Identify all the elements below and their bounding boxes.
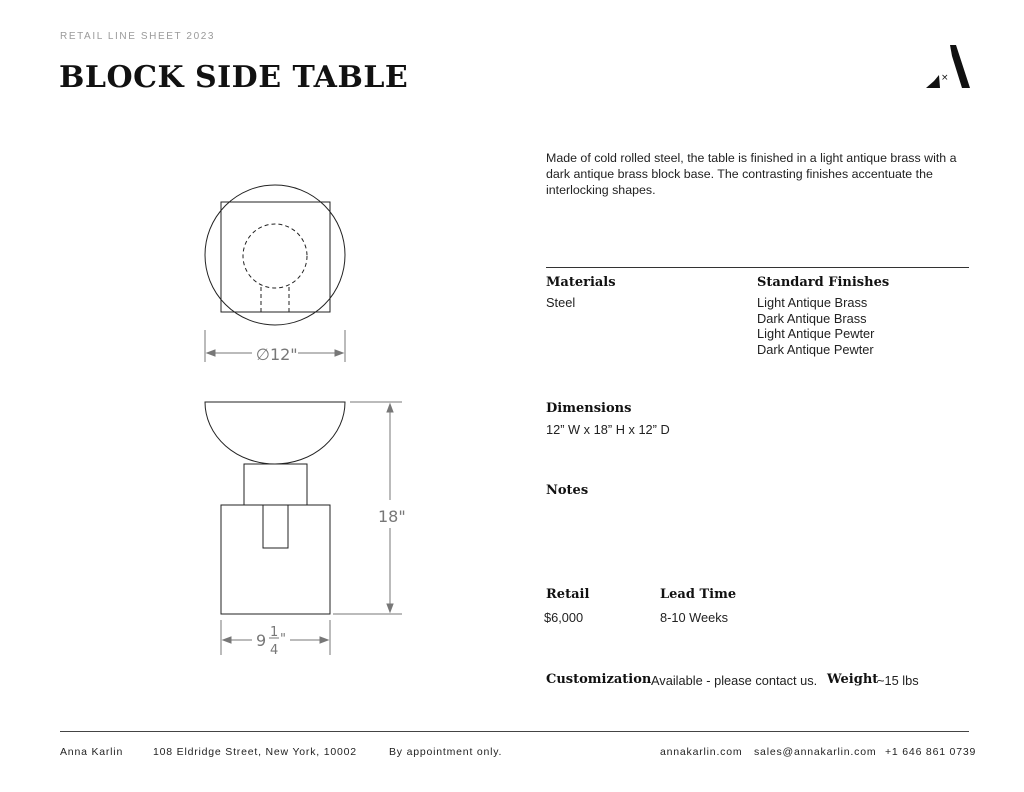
svg-text:×: × [941,73,949,83]
retail-label: Retail [546,587,590,602]
finish-item: Dark Antique Brass [757,310,867,326]
side-view [205,402,345,614]
footer-phone[interactable]: +1 646 861 0739 [885,746,977,758]
finish-item: Light Antique Brass [757,295,868,310]
width-whole: 9 [256,631,267,650]
footer-name: Anna Karlin [60,746,124,758]
technical-drawing [190,175,420,665]
footer-divider [60,731,969,732]
footer-website-link[interactable]: annakarlin.com [660,746,743,758]
dimensions-label: Dimensions [546,401,632,416]
finishes-label: Standard Finishes [757,275,890,290]
eyebrow-label: RETAIL LINE SHEET 2023 [60,31,216,42]
dimensions-value: 12” W x 18” H x 12” D [546,422,670,437]
weight-label: Weight [827,672,879,687]
finishes-list [757,295,874,357]
weight-value: ~15 lbs [877,673,919,688]
width-denominator: 4 [270,643,279,658]
lead-time-value: 8-10 Weeks [660,610,729,625]
materials-value: Steel [546,295,576,310]
finish-item: Dark Antique Pewter [757,341,874,357]
footer-address: 108 Eldridge Street, New York, 10002 [153,746,357,758]
width-numerator: 1 [270,625,279,640]
customization-value: Available - please contact us. [651,673,818,688]
divider [546,267,969,268]
page-title: BLOCK SIDE TABLE [59,60,409,95]
finish-item: Light Antique Pewter [757,326,875,342]
footer-appointment: By appointment only. [389,746,503,758]
materials-label: Materials [546,275,616,290]
top-view [205,185,345,325]
retail-value: $6,000 [544,610,584,625]
product-description: Made of cold rolled steel, the table is finished in a light antique brass with a dark antique brass block base. The contrasting finishes accentuate the interlocking shapes. [546,151,957,197]
brand-logo-icon [922,43,972,93]
footer-email-link[interactable]: sales@annakarlin.com [754,746,877,758]
width-unit: " [280,632,286,647]
height-label: 18" [378,507,406,526]
customization-label: Customization [546,672,652,687]
lead-time-label: Lead Time [660,587,737,602]
notes-label: Notes [546,483,589,498]
diameter-label: ∅12" [256,345,298,364]
